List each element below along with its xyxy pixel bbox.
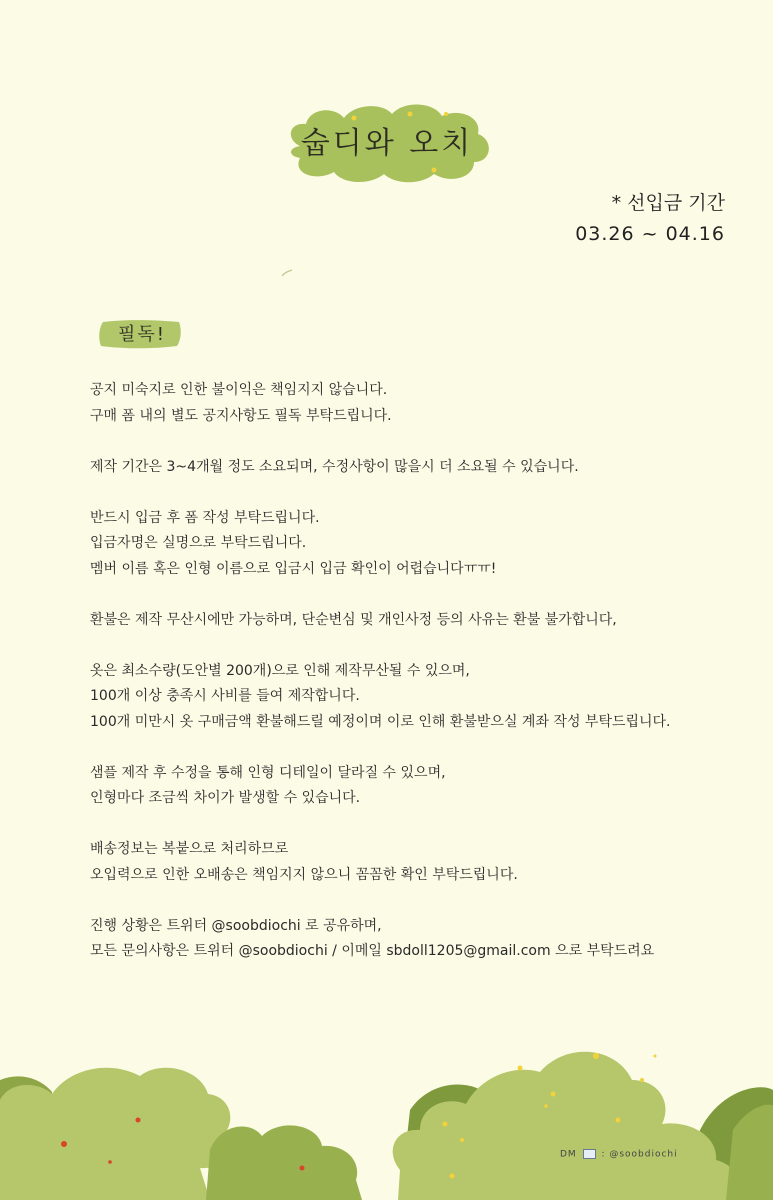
notice-paragraph bbox=[90, 837, 750, 888]
notice-paragraph bbox=[90, 608, 750, 634]
dm-contact bbox=[560, 1149, 678, 1160]
notice-paragraph bbox=[90, 659, 750, 736]
notice-line: 구매 폼 내의 별도 공지사항도 필독 부탁드립니다. bbox=[90, 407, 392, 424]
notice-paragraph bbox=[90, 761, 750, 812]
notice-line: 샘플 제작 후 수정을 통해 인형 디테일이 달라질 수 있으며, bbox=[90, 764, 446, 781]
notice-heading: 필독! bbox=[118, 324, 166, 345]
notice-line: 옷은 최소수량(도안별 200개)으로 인해 제작무산될 수 있으며, bbox=[90, 662, 470, 679]
notice-line: 배송정보는 복붙으로 처리하므로 bbox=[90, 841, 289, 857]
notice-line: 반드시 입금 후 폼 작성 부탁드립니다. bbox=[90, 509, 320, 526]
notice-line: 입금자명은 실명으로 부탁드립니다. bbox=[90, 535, 307, 551]
notice-line: 모든 문의사항은 트위터 @soobdiochi / 이메일 sbdoll1205@gmail.com 으로 부탁드려요 bbox=[90, 943, 655, 959]
notice-paragraph bbox=[90, 455, 750, 481]
bush-illustration bbox=[0, 1020, 773, 1200]
notice-line: 오입력으로 인한 오배송은 책임지지 않으니 꼼꼼한 확인 부탁드립니다. bbox=[90, 866, 518, 883]
page-title: 숩디와 오치 bbox=[300, 126, 474, 161]
notice-paragraph bbox=[90, 506, 750, 583]
dm-prefix: DM bbox=[560, 1149, 577, 1160]
notice-line: 인형마다 조금씩 차이가 발생할 수 있습니다. bbox=[90, 790, 361, 806]
notice-paragraph bbox=[90, 378, 750, 429]
deposit-period-dates: 03.26 ~ 04.16 bbox=[575, 223, 725, 245]
notice-line: 환불은 제작 무산시에만 가능하며, 단순변심 및 개인사정 등의 사유는 환불 불가합니다, bbox=[90, 611, 617, 628]
dm-handle: : @soobdiochi bbox=[601, 1149, 678, 1160]
deposit-period-label: * 선입금 기간 bbox=[611, 192, 725, 214]
notice-body bbox=[90, 378, 750, 990]
leaf-sprig-icon bbox=[280, 268, 294, 278]
notice-line: 공지 미숙지로 인한 불이익은 책임지지 않습니다. bbox=[90, 382, 388, 398]
notice-line: 멤버 이름 혹은 인형 이름으로 입금시 입금 확인이 어렵습니다ㅠㅠ! bbox=[90, 560, 497, 577]
notice-paragraph bbox=[90, 914, 750, 965]
notice-line: 100개 미만시 옷 구매금액 환불해드릴 예정이며 이로 인해 환불받으실 계좌 작성 부탁드립니다. bbox=[90, 713, 671, 730]
mail-icon bbox=[583, 1149, 596, 1159]
notice-line: 100개 이상 충족시 사비를 들여 제작합니다. bbox=[90, 688, 360, 704]
notice-line: 제작 기간은 3~4개월 정도 소요되며, 수정사항이 많을시 더 소요될 수 있습니다. bbox=[90, 458, 579, 475]
notice-line: 진행 상황은 트위터 @soobdiochi 로 공유하며, bbox=[90, 917, 382, 934]
